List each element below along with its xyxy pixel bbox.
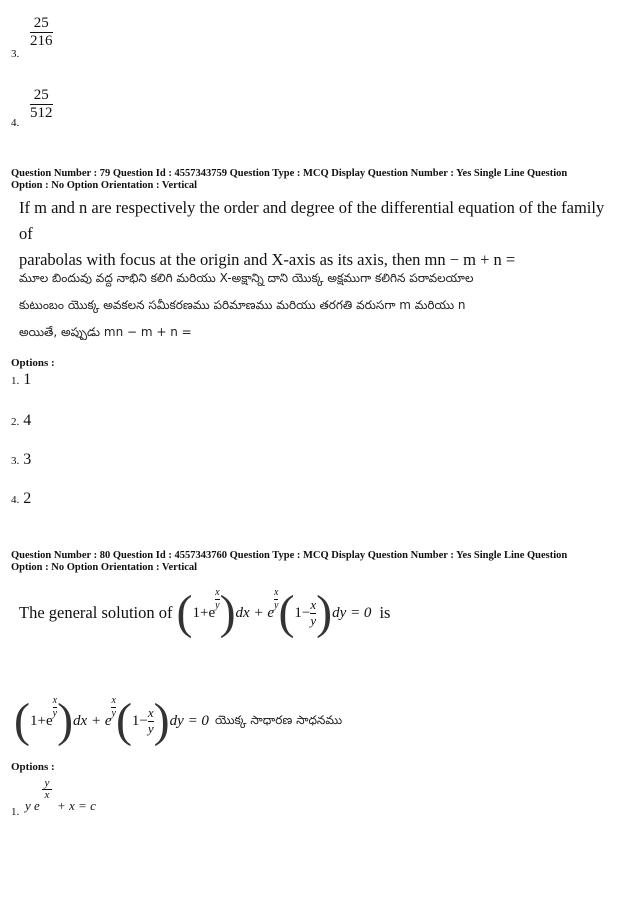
q79-option-1-number: 1. — [11, 375, 20, 387]
q79-option-4-value: 2 — [23, 490, 32, 507]
prev-option-4-numerator: 25 — [33, 87, 49, 103]
prev-option-4-denominator: 512 — [30, 105, 53, 122]
q79-telugu-line2: కుటుంబం యొక్క అవకలన సమీకరణము పరిమాణము మరియు తరగతి వరుసగా m మరియు n — [19, 298, 466, 312]
q79-option-2-value: 4 — [23, 412, 32, 429]
q80-meta-line2: Option : No Option Orientation : Vertical — [11, 562, 198, 573]
q80-english-suffix: is — [379, 603, 391, 622]
q79-english-text — [19, 195, 619, 273]
q80-eq-one-plus-e: 1+e — [192, 604, 216, 621]
prev-option-3-fraction — [30, 14, 53, 51]
q80-english-prefix: The general solution of — [19, 603, 173, 622]
prev-option-4-fraction — [30, 86, 53, 123]
q80-telugu-suffix: యొక్క సాధారణ సాధనము — [214, 712, 343, 727]
q79-option-4[interactable] — [11, 490, 31, 508]
q79-telugu-line1: మూల బిందువు వద్ద నాభిని కలిగి మరియు X-అక్షాన్ని దాని యొక్క అక్షముగా కలిగిన పరావలయాల — [19, 271, 474, 285]
q80-telugu-equation: ( 1+e $\frac{x}{y}$ ) dx + e $\frac{x}{y}$ ( 1− $\frac{x}{y}$ ) dy = 0 యొక్క సాధారణ సాధనము — [14, 694, 343, 747]
prev-option-3-denominator: 216 — [30, 33, 53, 50]
q79-meta-line1: Question Number : 79 Question Id : 4557343759 Question Type : MCQ Display Question Number : Yes Single Line Question — [11, 168, 568, 179]
q79-option-1[interactable] — [11, 371, 31, 389]
q79-telugu-text — [19, 265, 619, 346]
q80-eq-fraction: $\frac{x}{y}$ — [310, 596, 317, 628]
q79-option-3-number: 3. — [11, 455, 20, 467]
q79-option-1-value: 1 — [23, 371, 32, 388]
q79-english-line1: If m and n are respectively the order and degree of the differential equation of the family of — [19, 198, 605, 243]
q79-option-3-value: 3 — [23, 451, 32, 468]
q80-option-1-base: y e — [25, 798, 40, 813]
q79-option-3[interactable] — [11, 451, 31, 469]
prev-option-3-number: 3. — [11, 48, 20, 60]
q79-english-line2: parabolas with focus at the origin and X-axis as its axis, then mn − m + n = — [19, 250, 516, 269]
q80-option-1-exponent: y x — [42, 778, 52, 801]
q79-option-2-number: 2. — [11, 416, 20, 428]
q79-options-label: Options : — [11, 357, 55, 369]
q80-option-1-tail: + x = c — [57, 798, 96, 813]
q80-eq-exponent-2: $\frac{x}{y}$ — [273, 587, 279, 611]
q79-meta-line2: Option : No Option Orientation : Vertical — [11, 180, 198, 191]
q80-eq-one-minus: 1− — [294, 604, 311, 621]
q80-english-equation: The general solution of ( 1+e $\frac{x}{y}$ ) dx + e $\frac{x}{y}$ ( 1− $\frac{x}{y}$ ) dy = 0 is — [19, 586, 391, 639]
q80-eq-dx-plus-e: dx + e — [235, 604, 274, 621]
q80-eq-exponent: $\frac{x}{y}$ — [215, 587, 220, 611]
q80-meta — [11, 550, 631, 574]
q80-option-1-number: 1. — [11, 806, 20, 818]
q79-meta — [11, 168, 631, 192]
q80-options-label: Options : — [11, 761, 55, 773]
q79-option-4-number: 4. — [11, 494, 20, 506]
prev-option-3-numerator: 25 — [33, 15, 49, 31]
q80-option-1[interactable] — [11, 776, 211, 820]
q80-meta-line1: Question Number : 80 Question Id : 4557343760 Question Type : MCQ Display Question Number : Yes Single Line Question — [11, 550, 568, 561]
q80-eq-dy-eq-0: dy = 0 — [332, 604, 372, 621]
q79-option-2[interactable] — [11, 412, 31, 430]
q79-telugu-line3: అయితే, అప్పుడు mn − m + n = — [19, 325, 192, 339]
prev-option-4-number: 4. — [11, 117, 20, 129]
